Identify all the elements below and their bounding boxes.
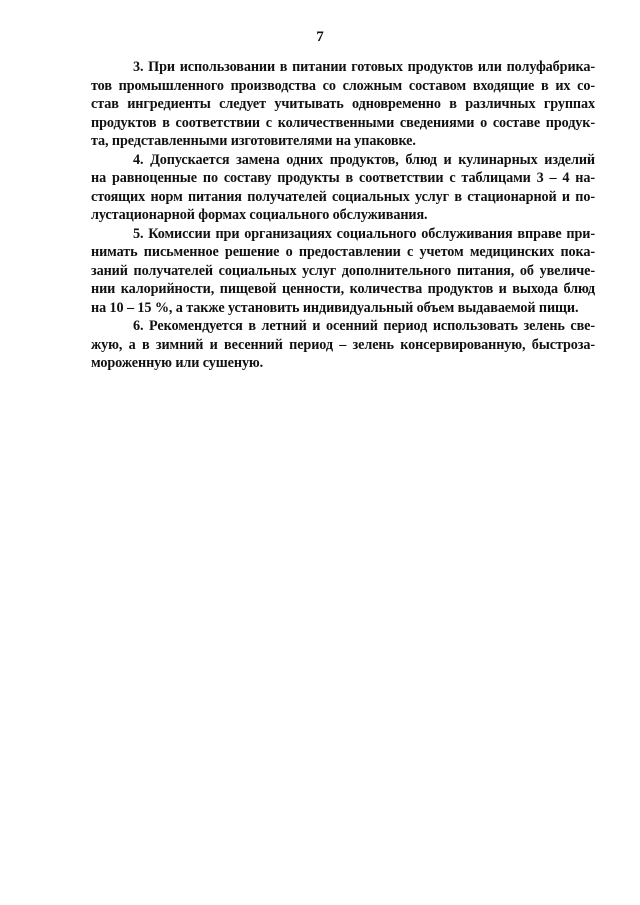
text-line: став ингредиенты следует учитывать одновременно в различных группах	[91, 96, 595, 112]
text-line: на равноценные по составу продукты в соответствии с таблицами 3 – 4 на-	[91, 170, 595, 186]
text-line: 4. Допускается замена одних продуктов, блюд и кулинарных изделий	[133, 151, 595, 168]
text-line: стоящих норм питания получателей социальных услуг в стационарной и по-	[91, 188, 595, 205]
text-line: нии калорийности, пищевой ценности, количества продуктов и выхода блюд	[91, 281, 595, 297]
text-line: жую, а в зимний и весенний период – зелень консервированную, быстроза-	[91, 336, 595, 353]
text-line: мороженную или сушеную.	[91, 355, 264, 371]
body-text	[91, 58, 595, 373]
text-line: заний получателей социальных услуг дополнительного питания, об увеличе-	[91, 262, 595, 279]
text-line: нимать письменное решение о предоставлении с учетом медицинских пока-	[91, 244, 595, 260]
text-line: продуктов в соответствии с количественными сведениями о составе продук-	[91, 114, 595, 131]
paragraph-3	[91, 58, 595, 151]
text-line: тов промышленного производства со сложным составом входящие в их со-	[91, 77, 595, 94]
text-line: 3. При использовании в питании готовых продуктов или полуфабрика-	[133, 59, 595, 75]
page-number: 7	[316, 29, 324, 45]
text-line: 6. Рекомендуется в летний и осенний период использовать зелень све-	[133, 318, 595, 334]
paragraph-5	[91, 225, 595, 318]
text-line: та, представленными изготовителями на упаковке.	[91, 133, 416, 149]
paragraph-6	[91, 317, 595, 373]
paragraph-4	[91, 151, 595, 225]
text-line: 5. Комиссии при организациях социального обслуживания вправе при-	[133, 225, 595, 242]
text-line: на 10 – 15 %, а также установить индивидуальный объем выдаваемой пищи.	[91, 299, 579, 316]
text-line: лустационарной формах социального обслуживания.	[91, 207, 428, 223]
